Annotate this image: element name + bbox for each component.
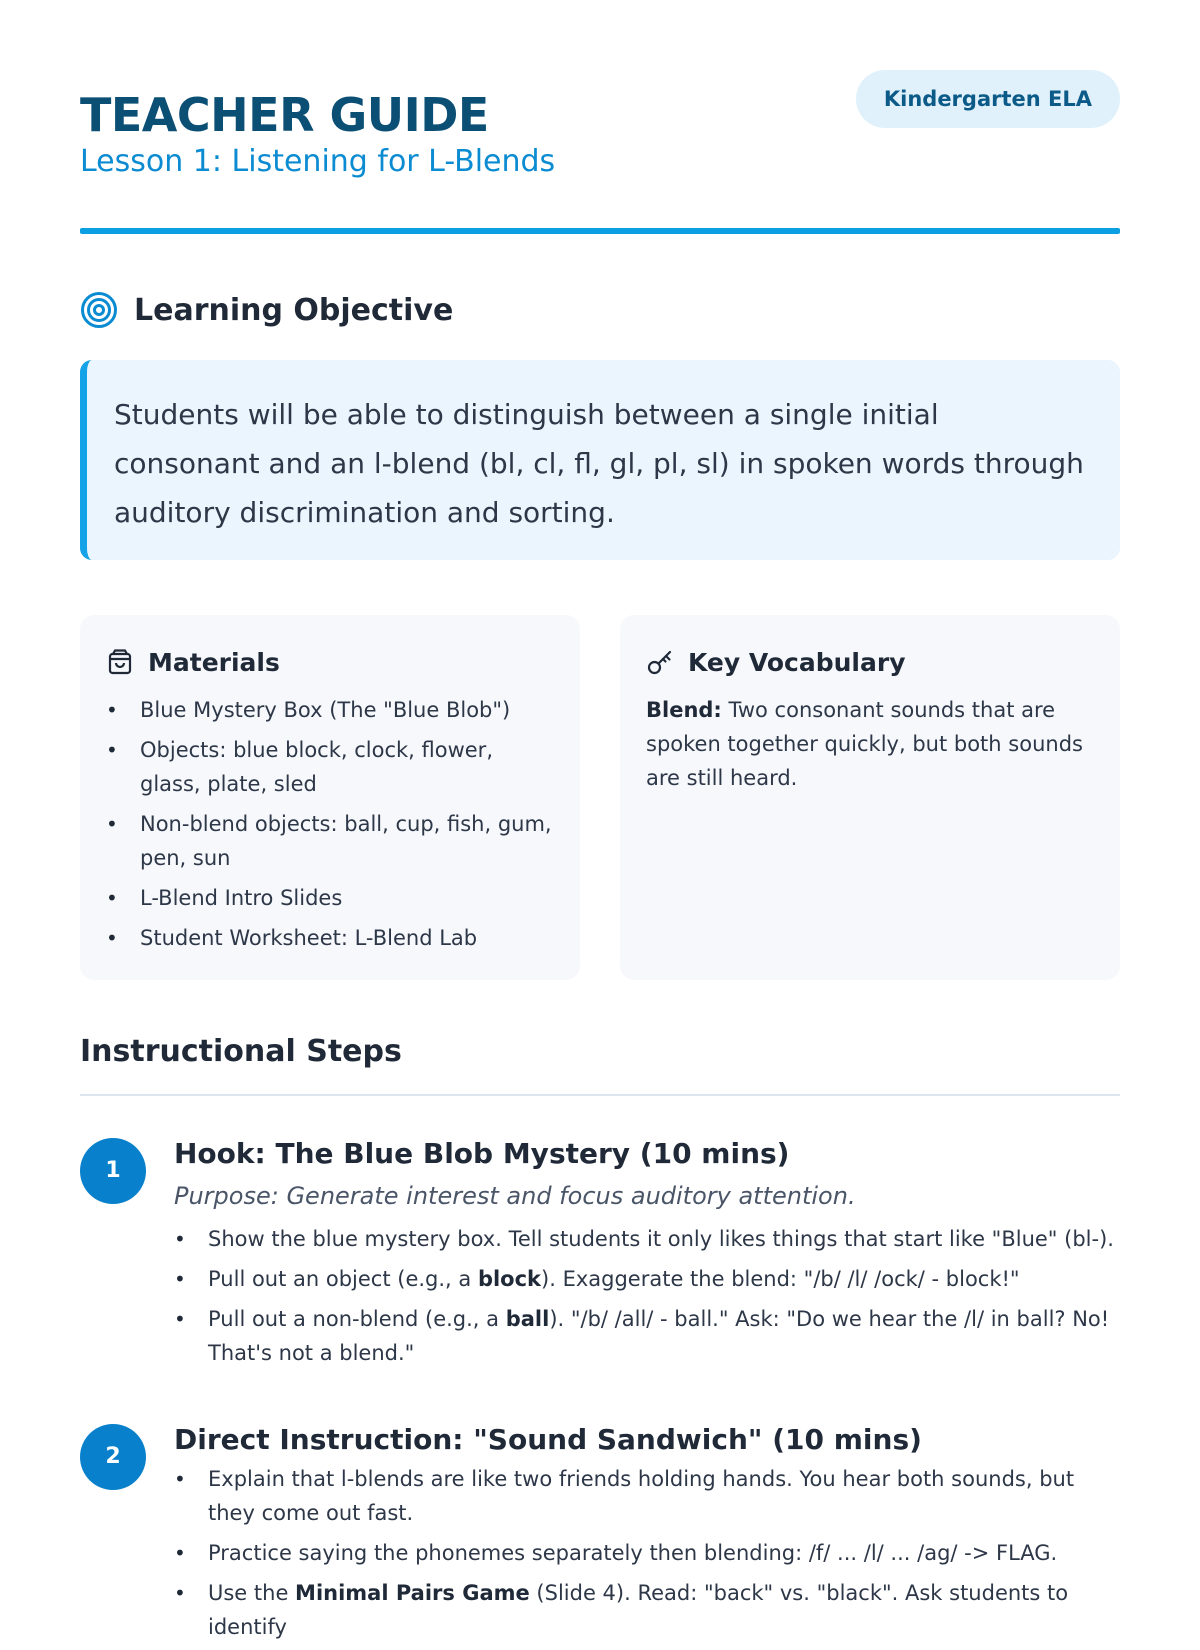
step-purpose: Purpose: Generate interest and focus auditory attention. <box>174 1182 856 1210</box>
step-number-badge: 2 <box>80 1424 146 1490</box>
steps-heading: Instructional Steps <box>80 1034 402 1069</box>
bullet-text: Practice saying the phonemes separately then blending: /f/ ... /l/ ... /ag/ -> FLAG. <box>208 1541 1058 1565</box>
materials-card <box>80 615 580 980</box>
vocabulary-term: Blend: <box>646 698 722 722</box>
materials-header <box>106 645 554 679</box>
step-list <box>174 1462 1120 1644</box>
bullet-text: Pull out an object (e.g., a <box>208 1267 478 1291</box>
bullet-text: ). "/b/ /all/ - ball." Ask: "Do we hear the /l/ in ball? No! That's not a blend." <box>208 1307 1110 1365</box>
bullet-text: ). Exaggerate the blend: "/b/ /l/ /ock/ - block!" <box>541 1267 1020 1291</box>
bullet-emphasis: block <box>477 1267 542 1291</box>
vocabulary-title: Key Vocabulary <box>688 647 906 677</box>
list-item: • Objects: blue block, clock, flower, glass, plate, sled <box>106 733 554 801</box>
list-item: • Non-blend objects: ball, cup, fish, gum, pen, sun <box>106 807 554 875</box>
header <box>80 70 1120 230</box>
list-item <box>174 1576 1120 1644</box>
key-icon <box>646 648 674 676</box>
lesson-title: Lesson 1: Listening for L-Blends <box>80 144 556 179</box>
bullet-text: (Slide 4). Read: "back" vs. "black". Ask students to identify <box>208 1581 1069 1639</box>
list-item <box>174 1462 1120 1530</box>
shopping-bag-icon <box>106 648 134 676</box>
vocabulary-card <box>620 615 1120 980</box>
list-item <box>174 1262 1120 1296</box>
list-item: • L-Blend Intro Slides <box>106 881 554 915</box>
list-item <box>174 1222 1120 1256</box>
bullet-emphasis: Minimal Pairs Game <box>295 1581 530 1605</box>
bullet-text: Show the blue mystery box. Tell students it only likes things that start like "Blue" (bl-). <box>208 1227 1114 1251</box>
bullet-text: Pull out a non-blend (e.g., a <box>208 1307 506 1331</box>
header-divider <box>80 228 1120 234</box>
list-item <box>174 1302 1120 1370</box>
objective-text: Students will be able to distinguish between a single initial consonant and an l-blend (bl, cl, fl, gl, pl, sl) in spoken words through auditory discrimination and sorting. <box>114 398 1084 529</box>
vocabulary-definition <box>646 693 1094 795</box>
grade-badge: Kindergarten ELA <box>856 70 1120 128</box>
list-item: • Blue Mystery Box (The "Blue Blob") <box>106 693 554 727</box>
list-item: • Student Worksheet: L-Blend Lab <box>106 921 554 955</box>
bullet-text: Use the <box>208 1581 296 1605</box>
objective-heading <box>80 288 453 332</box>
objective-title: Learning Objective <box>134 292 454 328</box>
step-number-badge: 1 <box>80 1138 146 1204</box>
bullet-text: Explain that l-blends are like two friends holding hands. You hear both sounds, but they come out fast. <box>208 1467 1075 1525</box>
teacher-guide-page <box>80 0 1120 1639</box>
step-list <box>174 1222 1120 1370</box>
objective-callout <box>80 360 1120 560</box>
vocabulary-definition-text: Two consonant sounds that are spoken together quickly, but both sounds are still heard. <box>646 698 1083 790</box>
bullet-emphasis: ball <box>505 1307 550 1331</box>
vocabulary-header <box>646 645 1094 679</box>
step-body <box>174 1418 1120 1650</box>
target-icon <box>80 291 118 329</box>
list-item <box>174 1536 1120 1570</box>
steps-divider <box>80 1094 1120 1096</box>
step-body <box>174 1132 1120 1376</box>
materials-title: Materials <box>148 647 280 677</box>
page-title: TEACHER GUIDE <box>80 88 489 142</box>
step-title: Hook: The Blue Blob Mystery (10 mins) <box>174 1137 790 1170</box>
materials-list <box>106 693 554 955</box>
step-title: Direct Instruction: "Sound Sandwich" (10 mins) <box>174 1423 922 1456</box>
